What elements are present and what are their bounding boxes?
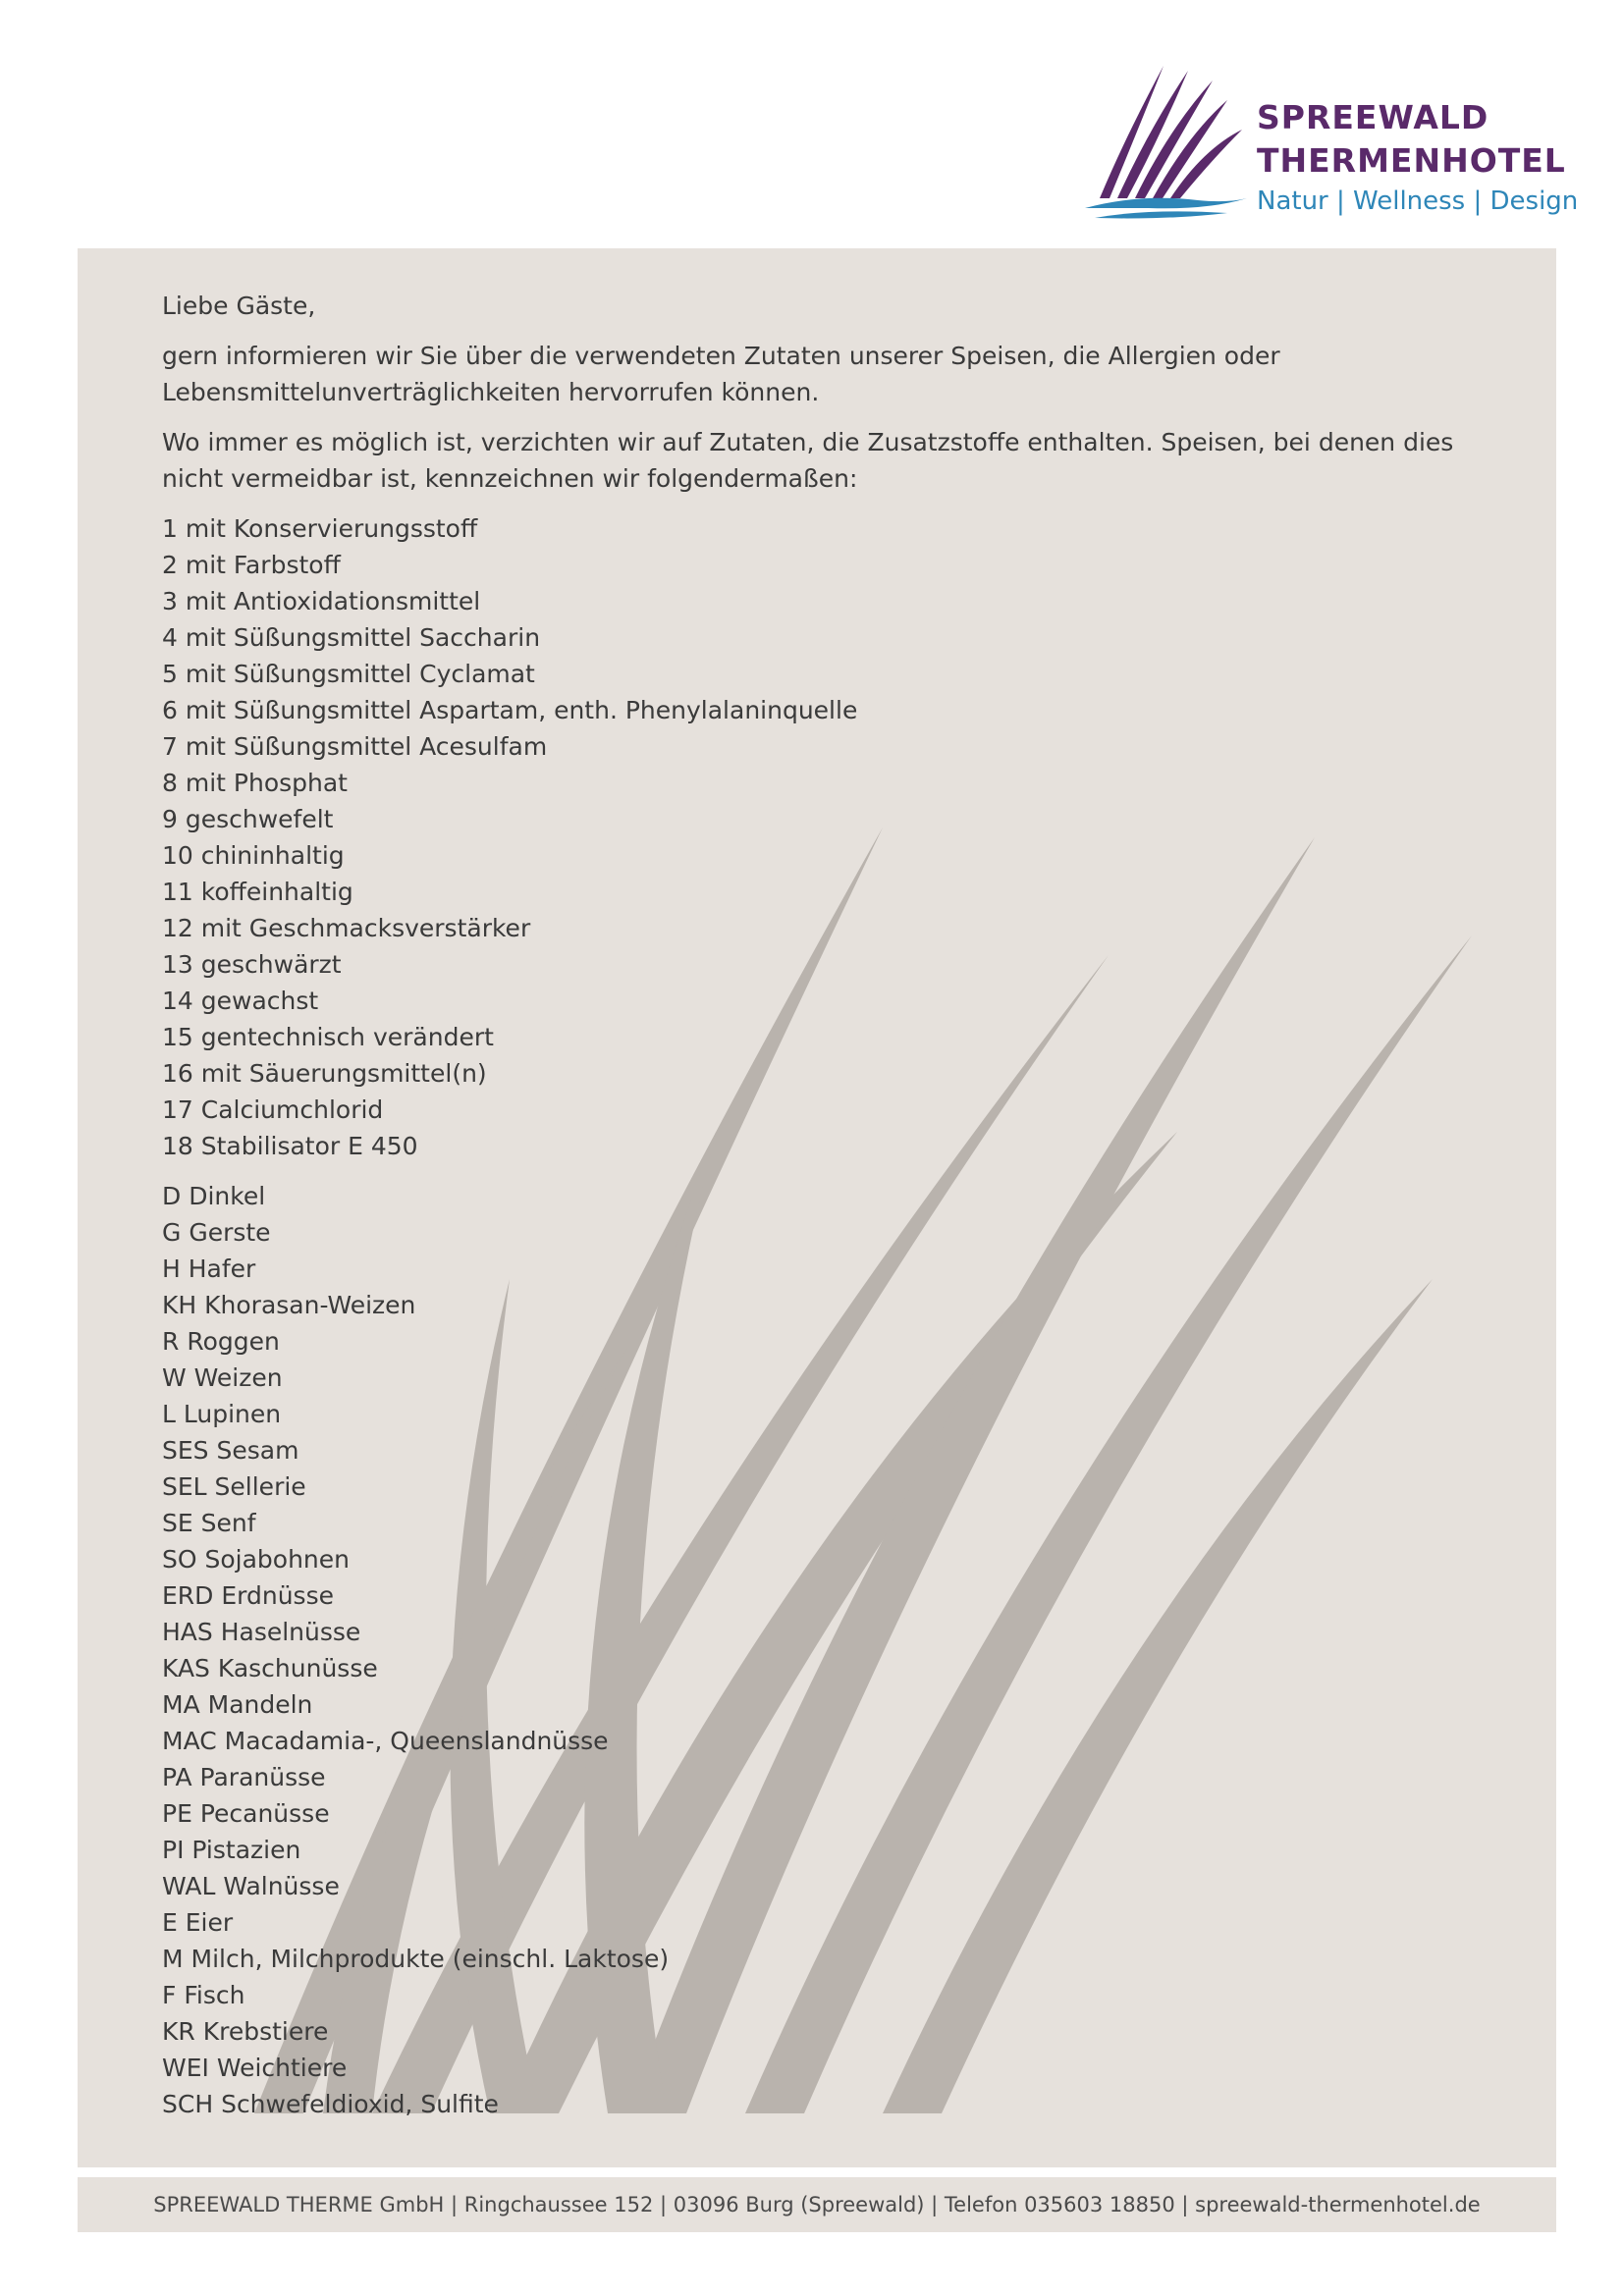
allergen-item: KR Krebstiere xyxy=(162,2017,329,2046)
allergen-item: D Dinkel xyxy=(162,1182,266,1210)
allergen-item: H Hafer xyxy=(162,1255,256,1283)
allergen-item: SEL Sellerie xyxy=(162,1472,306,1501)
allergen-item: MA Mandeln xyxy=(162,1690,313,1719)
additive-item: 17 Calciumchlorid xyxy=(162,1095,384,1124)
additive-item: 4 mit Süßungsmittel Saccharin xyxy=(162,623,541,652)
additive-item: 9 geschwefelt xyxy=(162,805,334,833)
additive-item: 6 mit Süßungsmittel Aspartam, enth. Phenylalaninquelle xyxy=(162,696,858,724)
allergen-item: SES Sesam xyxy=(162,1436,299,1465)
allergen-item: KAS Kaschunüsse xyxy=(162,1654,378,1682)
additive-item: 7 mit Süßungsmittel Acesulfam xyxy=(162,732,548,761)
additive-item: 18 Stabilisator E 450 xyxy=(162,1132,418,1160)
content-panel xyxy=(78,248,1556,2167)
additive-item: 15 gentechnisch verändert xyxy=(162,1023,494,1051)
allergen-item: SCH Schwefeldioxid, Sulfite xyxy=(162,2090,499,2118)
allergen-item: W Weizen xyxy=(162,1363,283,1392)
allergen-item: F Fisch xyxy=(162,1981,245,2009)
additive-item: 14 gewachst xyxy=(162,987,319,1015)
allergen-letter xyxy=(162,288,1517,2136)
hotel-logo xyxy=(1080,61,1579,238)
allergen-item: MAC Macadamia-, Queenslandnüsse xyxy=(162,1727,609,1755)
reed-logo-icon xyxy=(1080,61,1247,223)
allergen-item: PI Pistazien xyxy=(162,1836,301,1864)
allergen-item: R Roggen xyxy=(162,1327,280,1356)
additive-item: 16 mit Säuerungsmittel(n) xyxy=(162,1059,487,1088)
additive-item: 12 mit Geschmacksverstärker xyxy=(162,914,531,942)
allergens-list xyxy=(162,1178,1517,2122)
intro-paragraph: gern informieren wir Sie über die verwendeten Zutaten unserer Speisen, die Allergien oder Lebensmittelunverträglichkeiten hervorrufen können. xyxy=(162,342,1280,406)
additive-item: 5 mit Süßungsmittel Cyclamat xyxy=(162,660,535,688)
additive-item: 2 mit Farbstoff xyxy=(162,551,341,579)
additive-item: 3 mit Antioxidationsmittel xyxy=(162,587,481,615)
footer-contact: SPREEWALD THERME GmbH | Ringchaussee 152 | 03096 Burg (Spreewald) | Telefon 035603 18850 | spreewald-thermenhotel.de xyxy=(78,2177,1556,2232)
note-paragraph: Wo immer es möglich ist, verzichten wir auf Zutaten, die Zusatzstoffe enthalten. Speisen, bei denen dies nicht vermeidbar ist, kennzeichnen wir folgendermaßen: xyxy=(162,428,1454,493)
additive-item: 8 mit Phosphat xyxy=(162,769,348,797)
allergen-item: SO Sojabohnen xyxy=(162,1545,351,1574)
additive-item: 11 koffeinhaltig xyxy=(162,878,353,906)
allergen-item: KH Khorasan-Weizen xyxy=(162,1291,416,1319)
allergen-item: E Eier xyxy=(162,1908,234,1937)
allergen-item: WEI Weichtiere xyxy=(162,2054,348,2082)
additive-item: 10 chininhaltig xyxy=(162,841,345,870)
allergen-item: ERD Erdnüsse xyxy=(162,1581,334,1610)
allergen-item: PE Pecanüsse xyxy=(162,1799,330,1828)
additives-list xyxy=(162,510,1517,1164)
additive-item: 1 mit Konservierungsstoff xyxy=(162,514,478,543)
additive-item: 13 geschwärzt xyxy=(162,950,342,979)
allergen-item: G Gerste xyxy=(162,1218,271,1247)
allergen-item: M Milch, Milchprodukte (einschl. Laktose) xyxy=(162,1945,670,1973)
allergen-item: PA Paranüsse xyxy=(162,1763,326,1791)
allergen-item: WAL Walnüsse xyxy=(162,1872,340,1900)
greeting: Liebe Gäste, xyxy=(162,292,316,320)
hotel-name xyxy=(1257,96,1566,183)
hotel-name-line-1: SPREEWALD xyxy=(1257,98,1489,136)
allergen-item: L Lupinen xyxy=(162,1400,282,1428)
hotel-tagline: Natur | Wellness | Design xyxy=(1257,187,1579,216)
allergen-item: SE Senf xyxy=(162,1509,256,1537)
allergen-item: HAS Haselnüsse xyxy=(162,1618,361,1646)
hotel-name-line-2: THERMENHOTEL xyxy=(1257,141,1566,180)
